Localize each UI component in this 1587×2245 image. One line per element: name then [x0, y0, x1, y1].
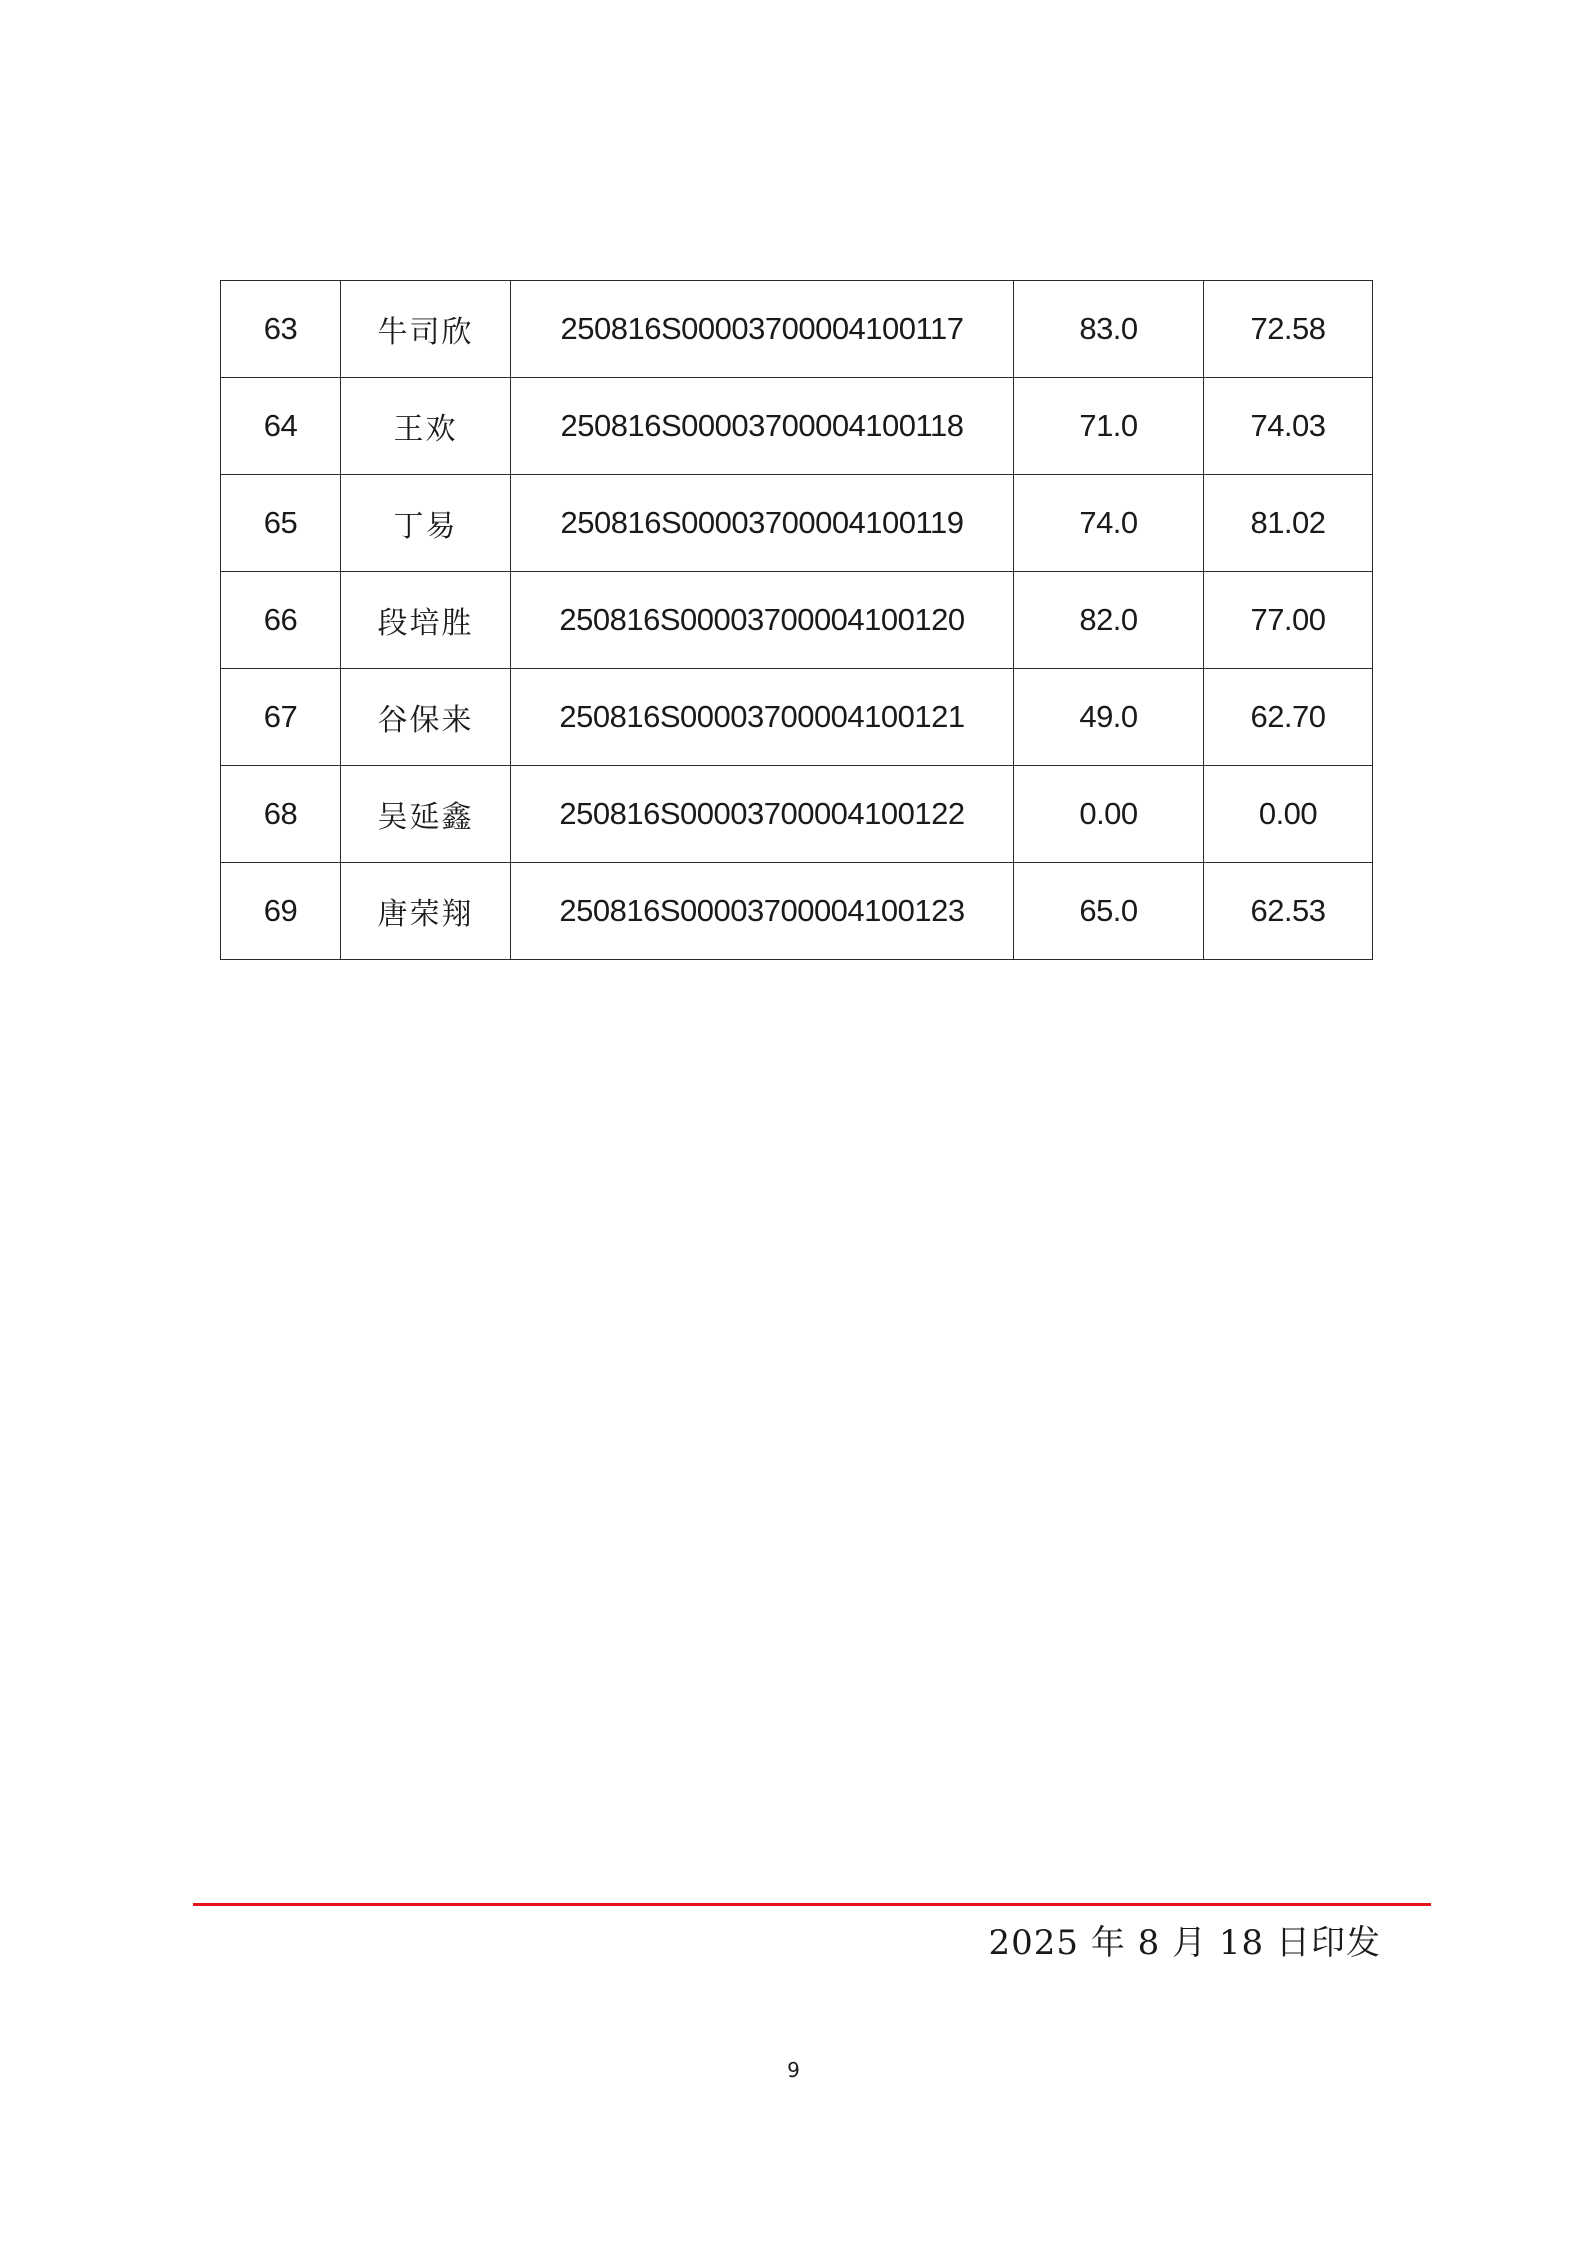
- row-number: 68: [221, 766, 341, 863]
- candidate-id: 250816S00003700004100121: [511, 669, 1014, 766]
- row-number: 63: [221, 281, 341, 378]
- score-1: 74.0: [1014, 475, 1204, 572]
- candidate-name: 王欢: [341, 378, 511, 475]
- table-row: [221, 475, 1373, 572]
- issue-date: 2025 年 8 月 18 日印发: [988, 1923, 1381, 1963]
- score-1: 83.0: [1014, 281, 1204, 378]
- footer-divider: [193, 1903, 1431, 1906]
- candidate-name: 段培胜: [341, 572, 511, 669]
- table-row: [221, 378, 1373, 475]
- row-number: 64: [221, 378, 341, 475]
- score-2: 62.70: [1204, 669, 1373, 766]
- candidate-id: 250816S00003700004100119: [511, 475, 1014, 572]
- row-number: 66: [221, 572, 341, 669]
- score-1: 49.0: [1014, 669, 1204, 766]
- row-number: 69: [221, 863, 341, 960]
- score-2: 74.03: [1204, 378, 1373, 475]
- score-2: 81.02: [1204, 475, 1373, 572]
- row-number: 67: [221, 669, 341, 766]
- candidate-name: 谷保来: [341, 669, 511, 766]
- candidate-id: 250816S00003700004100123: [511, 863, 1014, 960]
- score-2: 0.00: [1204, 766, 1373, 863]
- score-1: 65.0: [1014, 863, 1204, 960]
- candidate-name: 唐荣翔: [341, 863, 511, 960]
- candidate-id: 250816S00003700004100118: [511, 378, 1014, 475]
- table-row: [221, 572, 1373, 669]
- score-2: 77.00: [1204, 572, 1373, 669]
- table-row: [221, 281, 1373, 378]
- candidate-id: 250816S00003700004100120: [511, 572, 1014, 669]
- table-row: [221, 863, 1373, 960]
- score-1: 0.00: [1014, 766, 1204, 863]
- candidate-name: 丁易: [341, 475, 511, 572]
- score-1: 82.0: [1014, 572, 1204, 669]
- table-row: [221, 669, 1373, 766]
- score-2: 62.53: [1204, 863, 1373, 960]
- candidate-id: 250816S00003700004100122: [511, 766, 1014, 863]
- score-1: 71.0: [1014, 378, 1204, 475]
- results-table: [220, 280, 1373, 960]
- candidate-name: 吴延鑫: [341, 766, 511, 863]
- table-row: [221, 766, 1373, 863]
- candidate-name: 牛司欣: [341, 281, 511, 378]
- score-2: 72.58: [1204, 281, 1373, 378]
- candidate-id: 250816S00003700004100117: [511, 281, 1014, 378]
- row-number: 65: [221, 475, 341, 572]
- page-number: 9: [787, 2058, 800, 2082]
